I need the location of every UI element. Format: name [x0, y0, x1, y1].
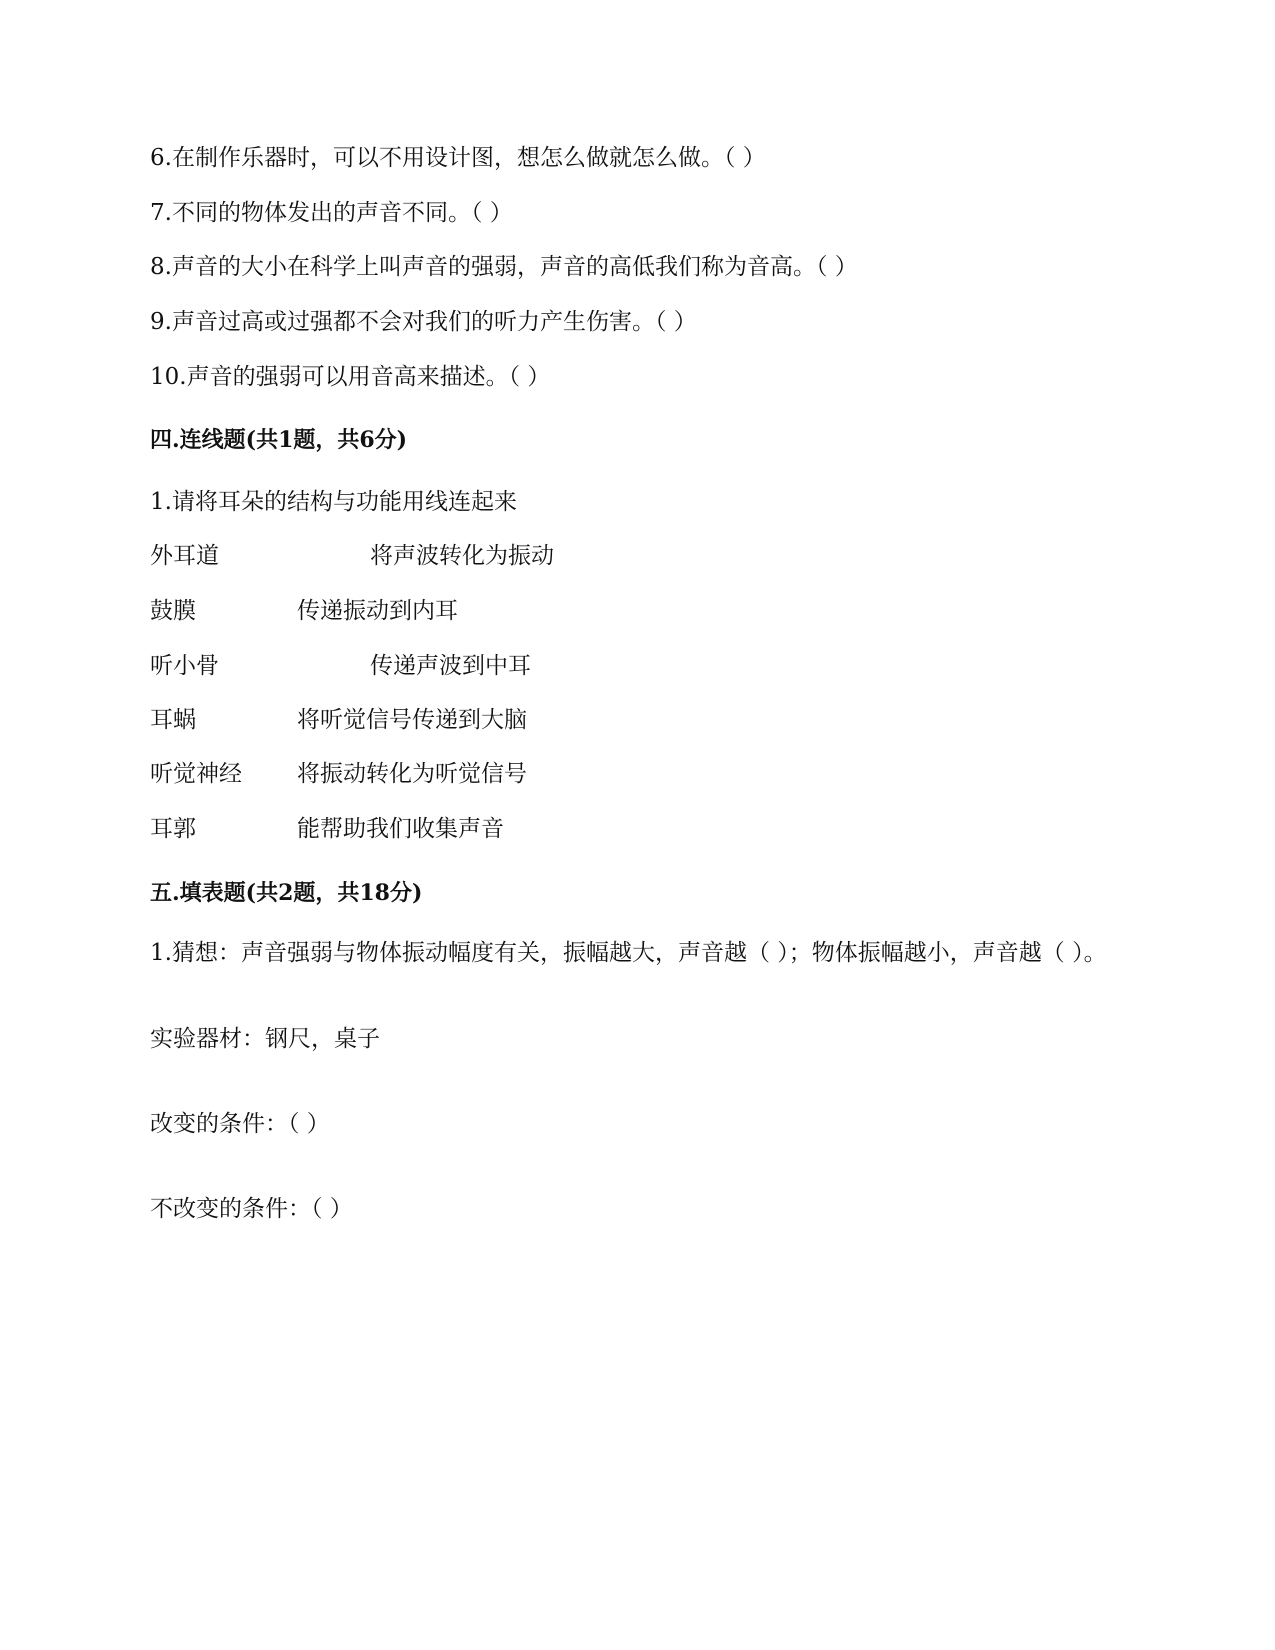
section-4-heading: 四.连线题(共1题，共6分)	[150, 427, 408, 453]
section-5-heading: 五.填表题(共2题，共18分)	[150, 880, 423, 906]
match-left-item: 听小骨	[150, 653, 219, 679]
section-4-question: 1.请将耳朵的结构与功能用线连起来	[150, 489, 517, 515]
match-right-item: 将听觉信号传递到大脑	[297, 707, 527, 733]
judge-item-8: 8.声音的大小在科学上叫声音的强弱，声音的高低我们称为音高。（ ）	[150, 254, 858, 280]
unchanged-condition-line: 不改变的条件：（ ）	[150, 1196, 353, 1222]
match-left-item: 耳郭	[150, 816, 196, 842]
match-right-item: 将声波转化为振动	[370, 543, 554, 569]
match-left-item: 耳蜗	[150, 707, 196, 733]
match-right-item: 将振动转化为听觉信号	[297, 761, 527, 787]
match-right-item: 传递振动到内耳	[297, 598, 458, 624]
match-right-item: 传递声波到中耳	[370, 653, 531, 679]
judge-item-9: 9.声音过高或过强都不会对我们的听力产生伤害。（ ）	[150, 309, 697, 335]
judge-item-10: 10.声音的强弱可以用音高来描述。（ ）	[150, 364, 551, 390]
match-left-item: 听觉神经	[150, 761, 242, 787]
materials-line: 实验器材：钢尺，桌子	[150, 1026, 380, 1052]
match-left-item: 鼓膜	[150, 598, 196, 624]
changed-condition-line: 改变的条件：（ ）	[150, 1111, 330, 1137]
match-left-item: 外耳道	[150, 543, 219, 569]
match-right-item: 能帮助我们收集声音	[297, 816, 504, 842]
judge-item-7: 7.不同的物体发出的声音不同。（ ）	[150, 200, 513, 226]
section-5-question: 1.猜想：声音强弱与物体振动幅度有关，振幅越大，声音越（ ）；物体振幅越小，声音越（ ）。	[150, 940, 1107, 966]
judge-item-6: 6.在制作乐器时，可以不用设计图，想怎么做就怎么做。（ ）	[150, 145, 766, 171]
